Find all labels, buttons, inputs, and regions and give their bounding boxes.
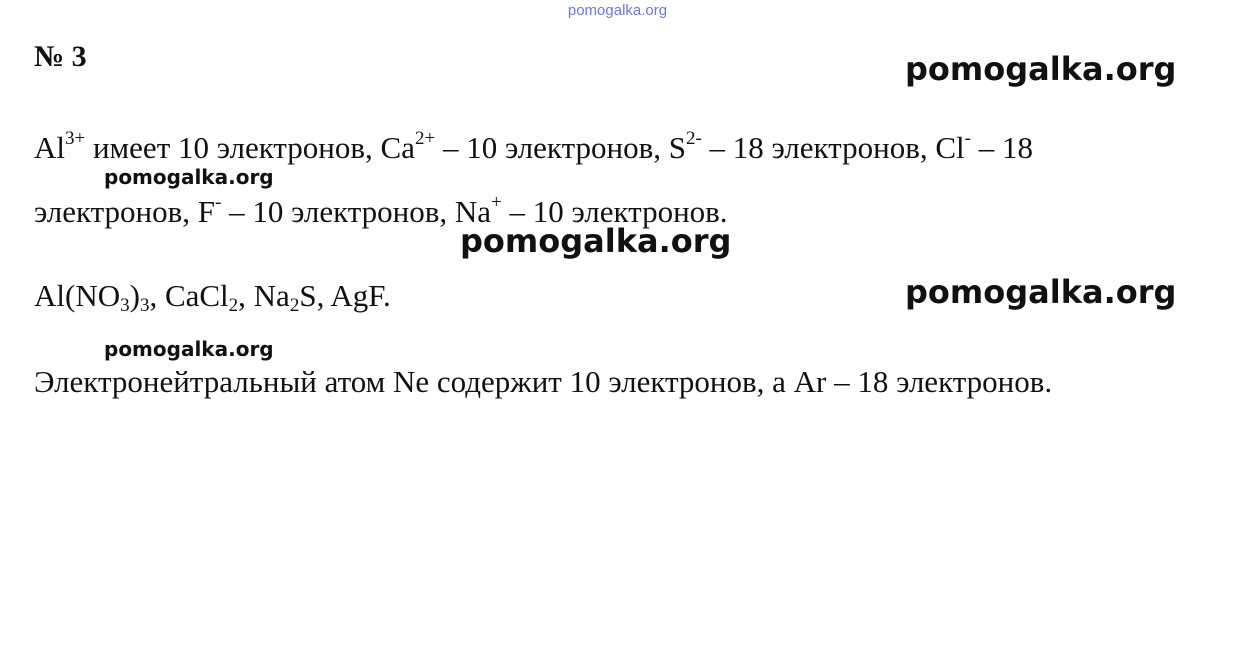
f-charge: - bbox=[215, 192, 222, 213]
problem-number: № 3 bbox=[34, 40, 87, 73]
line1-text-1: имеет 10 электронов, Ca bbox=[85, 130, 415, 165]
line3-sub-4: 2 bbox=[289, 295, 300, 316]
line3-sub-1: 3 bbox=[120, 295, 130, 316]
line3-text-4: , Na bbox=[238, 278, 290, 313]
watermark-right-2: pomogalka.org bbox=[905, 273, 1177, 311]
watermark-right-1: pomogalka.org bbox=[905, 50, 1177, 88]
line1-text-4: – 18 bbox=[970, 130, 1033, 165]
line3-text-1: Al(NO bbox=[34, 278, 121, 313]
answer-line-3 bbox=[34, 278, 391, 316]
line3-text-3: , CaCl bbox=[149, 278, 229, 313]
answer-line-1 bbox=[34, 128, 1033, 165]
line1-text-3: – 18 электронов, Cl bbox=[701, 130, 965, 165]
watermark-left-1: pomogalka.org bbox=[104, 165, 274, 189]
answer-line-4: Электронейтральный атом Ne содержит 10 электронов, а Ar – 18 электронов. bbox=[34, 364, 1053, 399]
line3-sub-3: 2 bbox=[228, 295, 239, 316]
line2-text-2: – 10 электронов, Na bbox=[221, 194, 492, 229]
line3-text-5: S, AgF. bbox=[299, 278, 391, 313]
s-charge: 2- bbox=[685, 128, 702, 149]
na-charge: + bbox=[491, 192, 502, 213]
cl-charge: - bbox=[964, 128, 971, 149]
line3-text-2: ) bbox=[129, 278, 140, 313]
watermark-left-2: pomogalka.org bbox=[104, 337, 274, 361]
al-charge: 3+ bbox=[65, 128, 86, 149]
ca-charge: 2+ bbox=[414, 128, 436, 149]
line3-sub-2: 3 bbox=[139, 295, 150, 316]
line1-text-2: – 10 электронов, S bbox=[435, 130, 686, 165]
al-symbol: Al bbox=[34, 130, 65, 165]
watermark-top: pomogalka.org bbox=[567, 2, 668, 19]
line2-text-1: электронов, F bbox=[34, 194, 216, 229]
watermark-center: pomogalka.org bbox=[460, 222, 732, 260]
line2-text-3: – 10 электронов. bbox=[501, 194, 728, 229]
